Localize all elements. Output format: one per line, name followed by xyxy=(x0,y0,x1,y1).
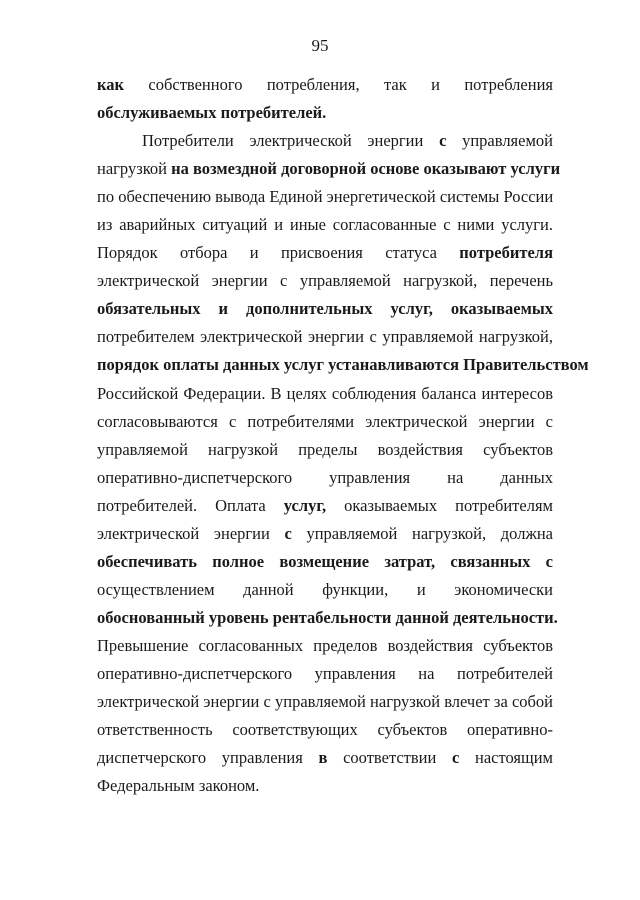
text-line xyxy=(97,127,553,155)
text-line xyxy=(97,183,553,211)
text-fragment: потребителя xyxy=(459,243,553,263)
text-fragment: обоснованный уровень рентабельности данной деятельности. xyxy=(97,607,558,627)
text-fragment: как xyxy=(97,75,125,94)
text-fragment: соответствии xyxy=(327,748,453,768)
text-fragment: оказываемых потребителям xyxy=(326,495,553,515)
text-fragment: нагрузкой xyxy=(97,159,172,179)
text-fragment: по обеспечению вывода Единой энергетической системы России xyxy=(97,187,554,207)
text-line xyxy=(97,351,589,379)
text-fragment: с xyxy=(452,748,460,768)
text-line xyxy=(97,548,553,576)
page-number: 95 xyxy=(311,36,329,55)
text-fragment: электрической энергии с управляемой нагрузкой, перечень xyxy=(97,271,553,291)
text-line xyxy=(97,408,553,436)
text-line xyxy=(97,323,553,351)
text-fragment: оперативно-диспетчерского управления на потребителей xyxy=(97,663,553,683)
text-line xyxy=(97,576,553,604)
text-line xyxy=(97,660,553,688)
text-line xyxy=(97,239,553,267)
text-fragment: с xyxy=(284,523,292,543)
text-line xyxy=(97,380,553,408)
text-fragment: электрической энергии с управляемой нагрузкой влечет за собой xyxy=(97,692,553,712)
text-line xyxy=(97,99,553,127)
text-line xyxy=(97,211,553,239)
text-fragment: на возмездной договорной основе оказывают услуги xyxy=(171,159,561,179)
text-fragment: порядок оплаты данных услуг устанавливаются Правительством xyxy=(97,355,589,375)
text-fragment: потребителей. Оплата xyxy=(97,495,284,515)
text-line xyxy=(97,688,553,716)
text-line xyxy=(97,772,553,800)
text-fragment: Федеральным законом. xyxy=(97,776,260,796)
text-line xyxy=(97,71,553,99)
text-fragment: управляемой нагрузкой, должна xyxy=(291,523,553,543)
text-line xyxy=(97,155,561,183)
text-line xyxy=(97,436,553,464)
text-fragment: управляемой нагрузкой пределы воздействия субъектов xyxy=(97,439,553,459)
document-body xyxy=(97,71,589,800)
text-line xyxy=(97,520,553,548)
text-fragment: Российской Федерации. В целях соблюдения баланса интересов xyxy=(97,383,553,403)
text-fragment: согласовываются с потребителями электрической энергии с xyxy=(97,411,553,431)
text-fragment: обязательных и дополнительных услуг, оказываемых xyxy=(97,299,553,319)
text-line xyxy=(97,632,553,660)
text-fragment: настоящим xyxy=(459,748,553,768)
text-fragment: обслуживаемых потребителей. xyxy=(97,103,327,123)
text-fragment: услуг, xyxy=(283,495,327,515)
text-fragment: обеспечивать полное возмещение затрат, связанных с xyxy=(97,551,553,571)
text-fragment: Порядок отбора и присвоения статуса xyxy=(97,243,460,263)
text-fragment: оперативно-диспетчерского управления на данных xyxy=(97,467,553,487)
text-fragment: диспетчерского управления xyxy=(97,748,319,768)
text-fragment: с xyxy=(439,131,447,151)
text-fragment: в xyxy=(318,748,328,768)
text-fragment: ответственность соответствующих субъектов оперативно- xyxy=(97,720,553,740)
text-fragment: из аварийных ситуаций и иные согласованные с ними услуги. xyxy=(97,215,553,235)
text-line xyxy=(97,295,553,323)
text-fragment: собственного потребления, так и потребления xyxy=(124,75,553,94)
text-line xyxy=(97,604,558,632)
text-line xyxy=(97,744,553,772)
text-fragment: управляемой xyxy=(446,131,553,151)
text-fragment: потребителем электрической энергии с управляемой нагрузкой, xyxy=(97,327,553,347)
text-fragment: Превышение согласованных пределов воздействия субъектов xyxy=(97,635,553,655)
text-fragment: электрической энергии xyxy=(97,523,285,543)
text-fragment: осуществлением данной функции, и экономически xyxy=(97,579,553,599)
text-fragment: Потребители электрической энергии xyxy=(142,131,440,151)
text-line xyxy=(97,716,553,744)
text-line xyxy=(97,492,553,520)
text-line xyxy=(97,267,553,295)
text-line xyxy=(97,464,553,492)
